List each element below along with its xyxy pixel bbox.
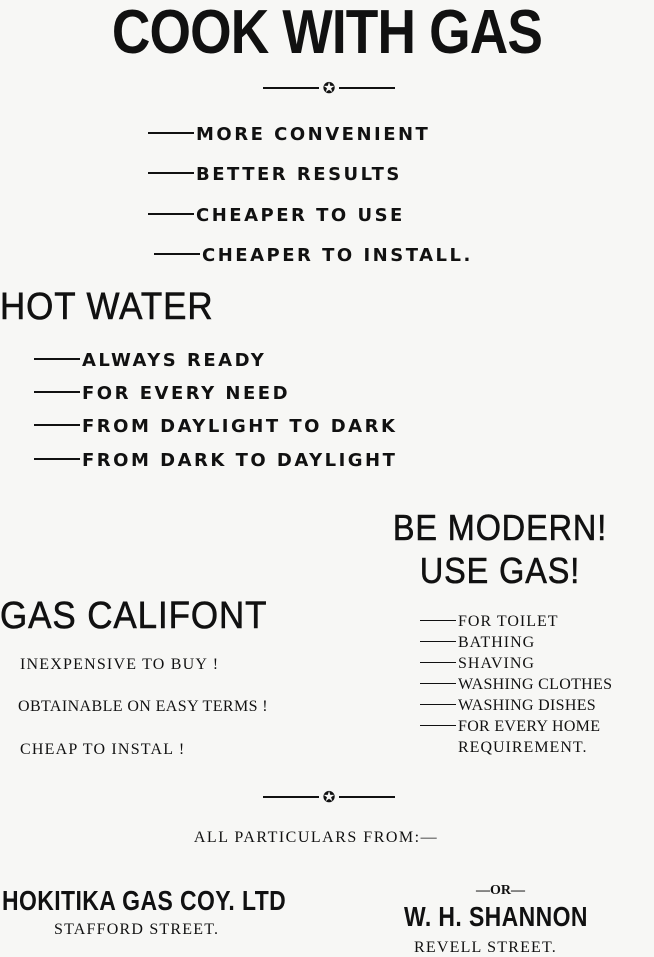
use-item: BATHING [420, 633, 535, 653]
particulars-line: ALL PARTICULARS FROM:— [193, 829, 439, 846]
hot-water-item: FOR EVERY NEED [34, 383, 290, 405]
star-ornament-icon: ✪ [322, 788, 336, 806]
use-item: WASHING CLOTHES [420, 675, 612, 695]
headline: COOK WITH GAS [111, 0, 543, 67]
hot-water-item: FROM DAYLIGHT TO DARK [34, 416, 397, 438]
use-item: WASHING DISHES [420, 696, 596, 716]
benefit-item: BETTER RESULTS [148, 164, 402, 186]
agent-name: W. H. SHANNON [404, 901, 588, 932]
califont-item: OBTAINABLE ON EASY TERMS ! [18, 698, 269, 715]
califont-heading: GAS CALIFONT [0, 595, 268, 637]
use-item: FOR TOILET [420, 612, 559, 632]
benefit-item: CHEAPER TO USE [148, 205, 405, 227]
use-item-continuation: REQUIREMENT. [458, 739, 588, 756]
or-separator: —OR— [476, 883, 525, 898]
hot-water-item: FROM DARK TO DAYLIGHT [34, 450, 397, 472]
agent-address: REVELL STREET. [414, 939, 558, 956]
company-address: STAFFORD STREET. [54, 921, 220, 938]
slogan-line-2: USE GAS! [419, 550, 581, 591]
hot-water-item: ALWAYS READY [34, 350, 266, 372]
benefit-item: MORE CONVENIENT [148, 124, 430, 146]
benefit-item: CHEAPER TO INSTALL. [154, 245, 473, 267]
hot-water-heading: HOT WATER [0, 286, 214, 328]
califont-item: INEXPENSIVE TO BUY ! [20, 656, 220, 673]
ornament-divider-bottom [263, 789, 395, 805]
company-name: HOKITIKA GAS COY. LTD [2, 885, 287, 916]
use-item: FOR EVERY HOME [420, 717, 600, 737]
star-ornament-icon: ✪ [322, 79, 336, 97]
ornament-divider-top [263, 80, 395, 96]
califont-item: CHEAP TO INSTAL ! [20, 741, 186, 758]
use-item: SHAVING [420, 654, 535, 674]
slogan-line-1: BE MODERN! [392, 507, 608, 548]
